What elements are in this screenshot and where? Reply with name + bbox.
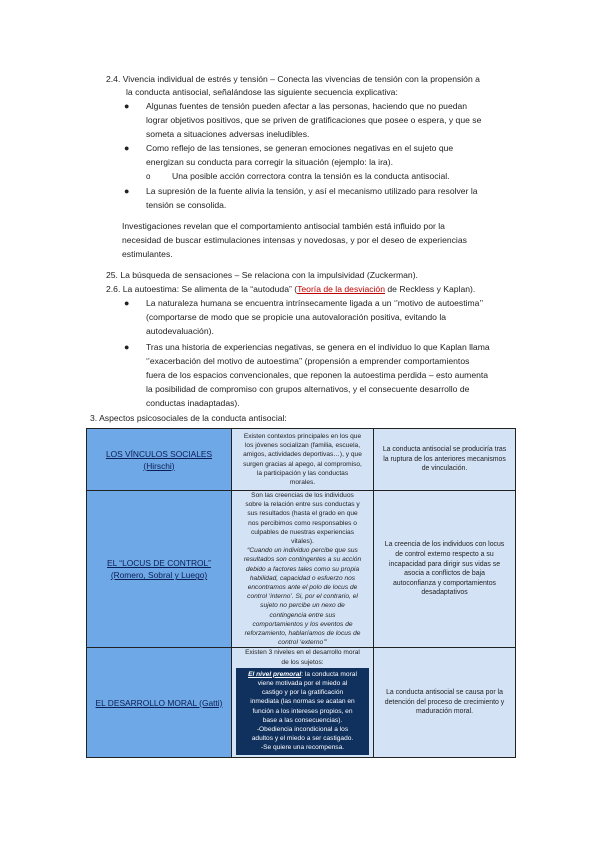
paragraph-line: necesidad de buscar estimulaciones intensas y novedosas, y por el deseo de experiencias <box>122 235 467 245</box>
consequence-cell <box>374 429 516 491</box>
row-title-cell <box>87 491 232 648</box>
section-3-heading: 3. Aspectos psicosociales de la conducta antisocial: <box>90 413 287 423</box>
bullet-text: La supresión de la fuente alivia la tensión, y así el mecanismo utilizado para resolver la <box>146 186 478 196</box>
bullet-text: someta a situaciones adversas ineludibles. <box>146 129 310 139</box>
box-title: El nivel premoral <box>248 670 302 678</box>
cell-line: la participación y las conductas <box>256 469 349 477</box>
section-2-6-heading <box>106 283 475 296</box>
table-row <box>87 491 516 648</box>
box-line: inmediata (las normas se acatan en <box>250 698 355 706</box>
cell-line: sobre la relación entre sus conductas y <box>245 501 360 509</box>
cell-line: surgen gracias al apego, al compromiso, <box>243 460 362 468</box>
bullet-text: Algunas fuentes de tensión pueden afectar a las personas, haciendo que no puedan <box>146 101 468 111</box>
cell-line: incapacidad para dirigir sus vidas se <box>388 560 501 568</box>
cell-line: de control externo respecto a su <box>395 551 494 559</box>
cell-line: culpables de nuestras experiencias <box>251 528 354 536</box>
table-row <box>87 648 516 757</box>
box-line: -Se quiere una recompensa. <box>260 744 345 752</box>
box-line: viene motivada por el miedo al <box>257 680 348 688</box>
cell-line: sus resultados (hasta el grado en que <box>247 510 358 518</box>
row-title: EL “LOCUS DE CONTROL” <box>107 558 211 569</box>
quote-line: sujeto no percibe un nexo de <box>260 602 345 610</box>
heading-text: de Reckless y Kaplan). <box>385 284 476 294</box>
bullet-text: tensión se consolida. <box>146 200 227 210</box>
cell-line: nos percibimos como responsables o <box>248 519 357 527</box>
cell-line: la ruptura de los anteriores mecanismos <box>383 455 506 463</box>
box-line: castigo y por la gratificación <box>261 689 344 697</box>
psychosocial-table <box>86 428 516 758</box>
box-line: -Obediencia incondicional a los <box>256 726 349 734</box>
quote-line: control ‘externo’” <box>278 639 327 647</box>
bullet-text: fuera de los espacios convencionales, que reponen la autoestima perdida – esto aumenta <box>146 370 489 380</box>
bullet-icon: ● <box>124 101 130 111</box>
quote-line: habilidad, capacidad o esfuerzo nos <box>249 574 356 582</box>
bullet-icon: ● <box>124 143 130 153</box>
quote-line: debido a factores tales como su propia <box>245 565 360 573</box>
box-line: adultos y el miedo a ser castigado. <box>251 735 354 743</box>
bullet-text: ‘’exacerbación del motivo de autoestima’’ (propensión a emprender comportamientos <box>146 356 470 366</box>
section-2-4-heading-cont: la conducta antisocial, señalándose las siguiente secuencia explicativa: <box>126 87 398 97</box>
bullet-text: lograr objetivos positivos, que se priven de gratificaciones que posee o espera, y que se <box>146 115 482 125</box>
cell-line: Son las creencias de los individuos <box>251 492 354 499</box>
row-title-cell <box>87 648 232 757</box>
premoral-level-box <box>236 668 369 755</box>
cell-line: La creencia de los individuos con locus <box>384 541 505 549</box>
row-author: (Hirschi) <box>143 460 175 471</box>
bullet-text: La naturaleza humana se encuentra intrínsecamente ligada a un ‘’motivo de autoestima’’ <box>146 298 484 308</box>
bullet-icon: ● <box>124 298 130 308</box>
description-cell <box>232 491 374 648</box>
quote-line: “Cuando un individuo percibe que sus <box>247 547 358 555</box>
row-title-cell <box>87 429 232 491</box>
consequence-cell <box>374 491 516 648</box>
quote-line: encontramos ante el polo de locus de <box>247 584 358 592</box>
section-2-4-heading: 2.4. Vivencia individual de estrés y tensión – Conecta las vivencias de tensión con la propensión a <box>106 74 480 84</box>
consequence-cell <box>374 648 516 757</box>
cell-line: La conducta antisocial se produciría tras <box>382 446 507 454</box>
quote-line: comportamientos y los eventos de <box>252 620 353 628</box>
heading-text: 2.6. La autoestima: Se alimenta de la “autoduda” ( <box>106 284 298 294</box>
theory-link[interactable]: Teoría de la desviación <box>297 284 385 294</box>
sub-bullet-icon: o <box>146 172 151 181</box>
sub-bullet-text: Una posible acción correctora contra la tensión es la conducta antisocial. <box>172 171 450 181</box>
bullet-icon: ● <box>124 186 130 196</box>
row-title: LOS VÍNCULOS SOCIALES <box>105 448 213 459</box>
cell-line: maduración moral. <box>415 708 474 716</box>
description-cell <box>232 648 374 757</box>
bullet-text: conductas inadaptadas). <box>146 398 240 408</box>
bullet-text: autodevaluación). <box>146 326 214 336</box>
bullet-icon: ● <box>124 342 130 352</box>
cell-line: asocia a conflictos de baja <box>404 570 485 578</box>
box-line: : la conducta moral <box>301 670 357 678</box>
cell-line: Existen 3 niveles en el desarrollo moral <box>245 649 360 657</box>
cell-line: de vinculación. <box>421 465 468 473</box>
cell-line: desadaptativos <box>421 589 468 597</box>
row-author: (Romero, Sobral y Luego) <box>110 570 208 581</box>
section-2-5-heading: 25. La búsqueda de sensaciones – Se relaciona con la impulsividad (Zuckerman). <box>106 270 418 280</box>
cell-line: de los sujetos: <box>281 658 324 666</box>
bullet-text: Tras una historia de experiencias negativas, se genera en el individuo lo que Kaplan llama <box>146 342 490 352</box>
cell-line: los jóvenes socializan (familia, escuela, <box>244 442 361 450</box>
cell-line: La conducta antisocial se causa por la <box>386 689 503 697</box>
quote-line: control ‘interno’. Si, por el contrario, el <box>247 593 358 601</box>
cell-line: morales. <box>289 478 316 486</box>
bullet-text: Como reflejo de las tensiones, se generan emociones negativas en el sujeto que <box>146 143 454 153</box>
cell-line: autoconfianza y comportamientos <box>392 579 497 587</box>
bullet-text: (comportarse de modo que se propicie una autovaloración positiva, evitando la <box>146 312 447 322</box>
box-line: función a los intereses propios, en <box>252 707 353 715</box>
paragraph-line: estimulantes. <box>122 249 173 259</box>
bullet-text: energizan su conducta para corregir la situación (ejemplo: la ira). <box>146 157 393 167</box>
cell-line: amigos, actividades deportivas…), y que <box>243 451 362 459</box>
table-row <box>87 429 516 491</box>
row-title: EL DESARROLLO MORAL (Gatti) <box>95 697 223 708</box>
paragraph-line: Investigaciones revelan que el comportamiento antisocial también está influido por la <box>122 221 445 231</box>
box-line: base a las consecuencias). <box>262 716 343 724</box>
quote-line: contingencia entre sus <box>269 611 336 619</box>
quote-line: reforzamiento, hablaríamos de locus de <box>244 630 361 638</box>
cell-line: vitales). <box>291 538 314 546</box>
cell-line: Existen contextos principales en los que <box>243 432 362 440</box>
cell-line: detención del proceso de crecimiento y <box>384 698 505 706</box>
bullet-text: la posibilidad de compromiso con grupos alternativos, y el consecuente desarrollo de <box>146 384 470 394</box>
quote-line: resultados son contingentes a su acción <box>243 556 362 564</box>
description-cell <box>232 429 374 491</box>
